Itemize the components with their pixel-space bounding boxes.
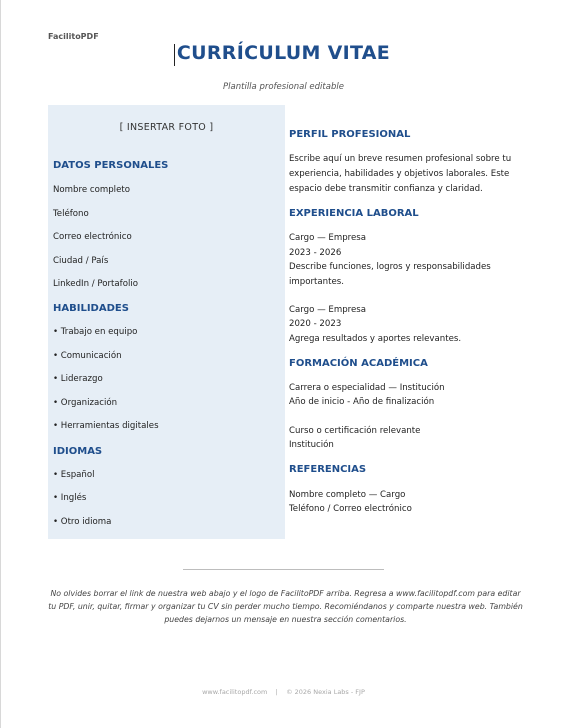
editing-note: No olvides borrar el link de nuestra web abajo y el logo de FacilitoPDF arriba. Regresa a www.facilitopdf.com para editar tu PDF, unir, quitar, firmar y organizar tu CV sin perder mucho tiempo. Recomiéndanos y comparte nuestra web. También puedes dejarnos un mensaje en nuestra sección comentarios. — [48, 589, 523, 624]
title-area — [0, 42, 567, 64]
education-line: Curso o certificación relevante — [289, 426, 421, 436]
experience-role: Cargo — Empresa — [289, 305, 367, 315]
personal-item-phone: Teléfono — [53, 209, 89, 219]
personal-data-heading: DATOS PERSONALES — [53, 160, 169, 171]
brand-logo-text: FacilitoPDF — [48, 32, 99, 41]
education-line: Año de inicio - Año de finalización — [289, 397, 435, 407]
reference-line: Nombre completo — Cargo — [289, 490, 406, 500]
footer-separator: | — [275, 688, 278, 696]
footer-site-link[interactable]: www.facilitopdf.com — [202, 688, 268, 696]
education-heading: FORMACIÓN ACADÉMICA — [289, 358, 428, 369]
skill-item: • Organización — [53, 398, 118, 408]
profile-heading: PERFIL PROFESIONAL — [289, 129, 411, 140]
document-title-text: CURRÍCULUM VITAE — [176, 42, 391, 64]
profile-text: Escribe aquí un breve resumen profesional sobre tu experiencia, habilidades y objetivos laborales. Este espacio debe transmitir confianza y claridad. — [289, 154, 512, 194]
page-footer — [0, 688, 567, 696]
personal-item-city: Ciudad / País — [53, 256, 109, 266]
experience-dates: 2023 - 2026 — [289, 248, 342, 258]
experience-description: Agrega resultados y aportes relevantes. — [289, 334, 462, 344]
experience-dates: 2020 - 2023 — [289, 319, 342, 329]
languages-heading: IDIOMAS — [53, 446, 103, 457]
skills-heading: HABILIDADES — [53, 303, 129, 314]
photo-placeholder[interactable]: [ INSERTAR FOTO ] — [119, 122, 214, 133]
page-edge — [0, 0, 1, 728]
references-heading: REFERENCIAS — [289, 464, 367, 475]
experience-role: Cargo — Empresa — [289, 233, 367, 243]
personal-item-email: Correo electrónico — [53, 232, 132, 242]
reference-line: Teléfono / Correo electrónico — [289, 504, 412, 514]
education-line: Institución — [289, 440, 334, 450]
document-subtitle: Plantilla profesional editable — [223, 82, 344, 92]
text-cursor — [174, 44, 175, 66]
skill-item: • Herramientas digitales — [53, 421, 159, 431]
skill-item: • Liderazgo — [53, 374, 103, 384]
skill-item: • Comunicación — [53, 351, 122, 361]
education-line: Carrera o especialidad — Institución — [289, 383, 445, 393]
personal-item-linkedin: LinkedIn / Portafolio — [53, 279, 138, 289]
section-divider — [183, 569, 384, 570]
experience-heading: EXPERIENCIA LABORAL — [289, 208, 419, 219]
skill-item: • Trabajo en equipo — [53, 327, 138, 337]
language-item: • Español — [53, 470, 95, 480]
language-item: • Otro idioma — [53, 517, 112, 527]
personal-item-name: Nombre completo — [53, 185, 130, 195]
document-title[interactable] — [177, 42, 390, 64]
experience-description: Describe funciones, logros y responsabilidades importantes. — [289, 262, 491, 287]
footer-copyright: © 2026 Nexia Labs - FJP — [286, 688, 365, 696]
language-item: • Inglés — [53, 493, 87, 503]
